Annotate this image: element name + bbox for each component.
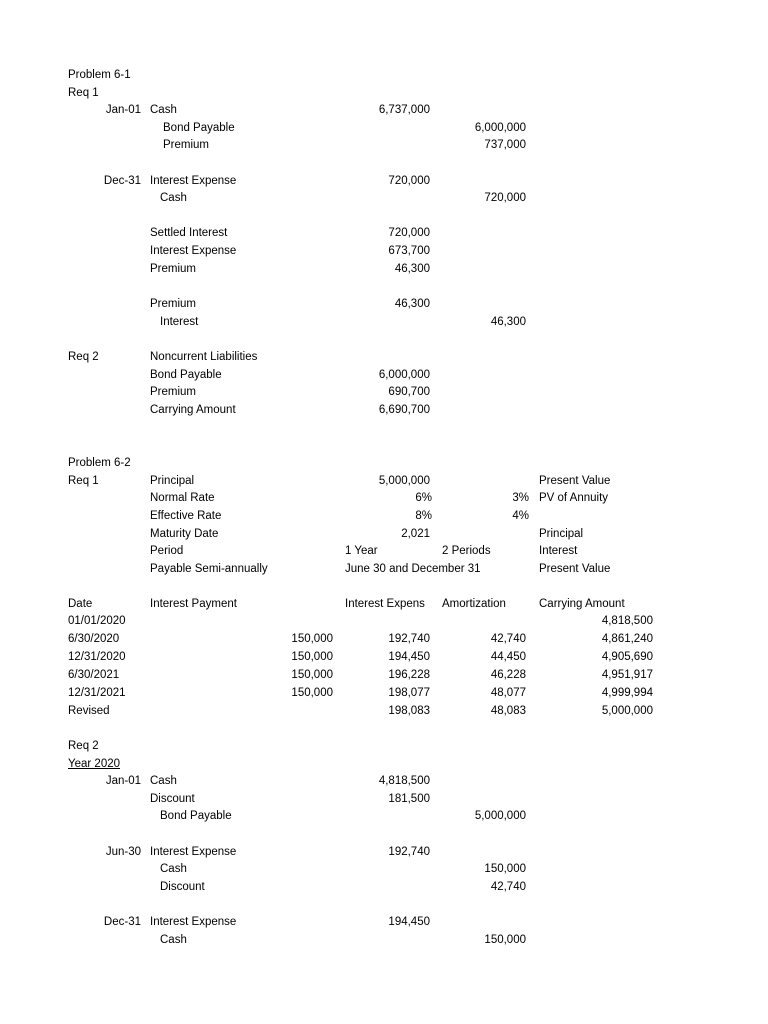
credit-amount: 46,300 bbox=[490, 316, 526, 328]
carrying-amount-label: Carrying Amount bbox=[150, 404, 236, 416]
effective-rate-value: 8% bbox=[415, 510, 432, 522]
schedule-expense: 198,077 bbox=[388, 687, 430, 699]
effective-rate-label: Effective Rate bbox=[150, 510, 222, 522]
schedule-carrying: 4,905,690 bbox=[601, 651, 653, 663]
schedule-date: 6/30/2021 bbox=[68, 669, 120, 681]
schedule-payment: 150,000 bbox=[291, 651, 333, 663]
entry-date: Jan-01 bbox=[105, 104, 141, 116]
entry-date: Dec-31 bbox=[103, 916, 141, 928]
account-interest-expense: Interest Expense bbox=[150, 916, 237, 928]
interest-pv-label: Interest bbox=[539, 545, 578, 557]
schedule-payment: 150,000 bbox=[291, 669, 333, 681]
present-value-label: Present Value bbox=[539, 475, 611, 487]
schedule-carrying: 4,818,500 bbox=[601, 615, 653, 627]
schedule-header-interest-payment: Interest Payment bbox=[150, 598, 237, 610]
schedule-date: 6/30/2020 bbox=[68, 633, 120, 645]
schedule-header-carrying-amount: Carrying Amount bbox=[539, 598, 625, 610]
settled-interest-label: Settled Interest bbox=[150, 227, 228, 239]
schedule-amortization: 42,740 bbox=[490, 633, 526, 645]
account-cash: Cash bbox=[150, 775, 177, 787]
period-label: Period bbox=[150, 545, 184, 557]
account-cash: Cash bbox=[150, 104, 177, 116]
schedule-carrying: 4,951,917 bbox=[601, 669, 653, 681]
credit-amount: 737,000 bbox=[484, 139, 526, 151]
maturity-date-label: Maturity Date bbox=[150, 528, 219, 540]
credit-amount: 5,000,000 bbox=[474, 810, 526, 822]
present-value-total-label: Present Value bbox=[539, 563, 611, 575]
premium-label: Premium bbox=[150, 386, 197, 398]
requirement-label: Req 1 bbox=[68, 475, 99, 487]
credit-amount: 150,000 bbox=[484, 934, 526, 946]
schedule-header-interest-expense: Interest Expens bbox=[345, 598, 425, 610]
requirement-label: Req 1 bbox=[68, 87, 99, 99]
principal-value: 5,000,000 bbox=[378, 475, 430, 487]
premium-label: Premium bbox=[150, 263, 197, 275]
credit-amount: 150,000 bbox=[484, 863, 526, 875]
schedule-date: 01/01/2020 bbox=[68, 615, 126, 627]
effective-rate-semiannual: 4% bbox=[512, 510, 529, 522]
entry-date: Dec-31 bbox=[103, 175, 141, 187]
schedule-expense: 198,083 bbox=[388, 705, 430, 717]
schedule-carrying: 4,999,994 bbox=[601, 687, 653, 699]
schedule-expense: 196,228 bbox=[388, 669, 430, 681]
debit-amount: 194,450 bbox=[388, 916, 430, 928]
noncurrent-liabilities-label: Noncurrent Liabilities bbox=[150, 351, 258, 363]
payable-dates: June 30 and December 31 bbox=[345, 563, 481, 575]
payable-label: Payable Semi-annually bbox=[150, 563, 268, 575]
carrying-amount-value: 6,690,700 bbox=[378, 404, 430, 416]
account-discount: Discount bbox=[150, 793, 195, 805]
account-bond-payable: Bond Payable bbox=[163, 122, 235, 134]
account-interest-expense: Interest Expense bbox=[150, 175, 237, 187]
bond-payable-value: 6,000,000 bbox=[378, 369, 430, 381]
entry-date: Jan-01 bbox=[105, 775, 141, 787]
schedule-carrying: 5,000,000 bbox=[601, 705, 653, 717]
account-bond-payable: Bond Payable bbox=[160, 810, 232, 822]
requirement-label: Req 2 bbox=[68, 740, 99, 752]
problem-title: Problem 6-1 bbox=[68, 69, 131, 81]
entry-date: Jun-30 bbox=[105, 846, 141, 858]
schedule-header-amortization: Amortization bbox=[442, 598, 506, 610]
schedule-amortization: 44,450 bbox=[490, 651, 526, 663]
requirement-label: Req 2 bbox=[68, 351, 99, 363]
interest-expense-value: 673,700 bbox=[388, 245, 430, 257]
problem-title: Problem 6-2 bbox=[68, 457, 131, 469]
schedule-payment: 150,000 bbox=[291, 633, 333, 645]
account-cash: Cash bbox=[160, 934, 187, 946]
schedule-header-date: Date bbox=[68, 598, 93, 610]
pv-annuity-label: PV of Annuity bbox=[539, 492, 609, 504]
schedule-expense: 194,450 bbox=[388, 651, 430, 663]
account-cash: Cash bbox=[160, 192, 187, 204]
debit-amount: 181,500 bbox=[388, 793, 430, 805]
schedule-date: 12/31/2021 bbox=[68, 687, 126, 699]
credit-amount: 6,000,000 bbox=[474, 122, 526, 134]
schedule-carrying: 4,861,240 bbox=[601, 633, 653, 645]
debit-amount: 720,000 bbox=[388, 175, 430, 187]
period-one-year: 1 Year bbox=[345, 545, 378, 557]
principal-pv-label: Principal bbox=[539, 528, 584, 540]
interest-expense-label: Interest Expense bbox=[150, 245, 237, 257]
account-discount: Discount bbox=[160, 881, 205, 893]
bond-payable-label: Bond Payable bbox=[150, 369, 222, 381]
debit-amount: 6,737,000 bbox=[378, 104, 430, 116]
credit-amount: 42,740 bbox=[490, 881, 526, 893]
normal-rate-semiannual: 3% bbox=[512, 492, 529, 504]
premium-value: 46,300 bbox=[394, 263, 430, 275]
account-interest: Interest bbox=[160, 316, 199, 328]
account-cash: Cash bbox=[160, 863, 187, 875]
account-premium: Premium bbox=[163, 139, 210, 151]
principal-label: Principal bbox=[150, 475, 195, 487]
account-premium: Premium bbox=[150, 298, 197, 310]
schedule-payment: 150,000 bbox=[291, 687, 333, 699]
premium-value: 690,700 bbox=[388, 386, 430, 398]
debit-amount: 46,300 bbox=[394, 298, 430, 310]
year-heading: Year 2020 bbox=[68, 758, 121, 770]
schedule-date: Revised bbox=[68, 705, 110, 717]
schedule-amortization: 48,083 bbox=[490, 705, 526, 717]
schedule-date: 12/31/2020 bbox=[68, 651, 126, 663]
debit-amount: 192,740 bbox=[388, 846, 430, 858]
schedule-expense: 192,740 bbox=[388, 633, 430, 645]
schedule-amortization: 46,228 bbox=[490, 669, 526, 681]
maturity-date-value: 2,021 bbox=[401, 528, 430, 540]
schedule-amortization: 48,077 bbox=[490, 687, 526, 699]
credit-amount: 720,000 bbox=[484, 192, 526, 204]
normal-rate-value: 6% bbox=[415, 492, 432, 504]
debit-amount: 4,818,500 bbox=[378, 775, 430, 787]
settled-interest-value: 720,000 bbox=[388, 227, 430, 239]
period-two-periods: 2 Periods bbox=[442, 545, 491, 557]
normal-rate-label: Normal Rate bbox=[150, 492, 215, 504]
account-interest-expense: Interest Expense bbox=[150, 846, 237, 858]
